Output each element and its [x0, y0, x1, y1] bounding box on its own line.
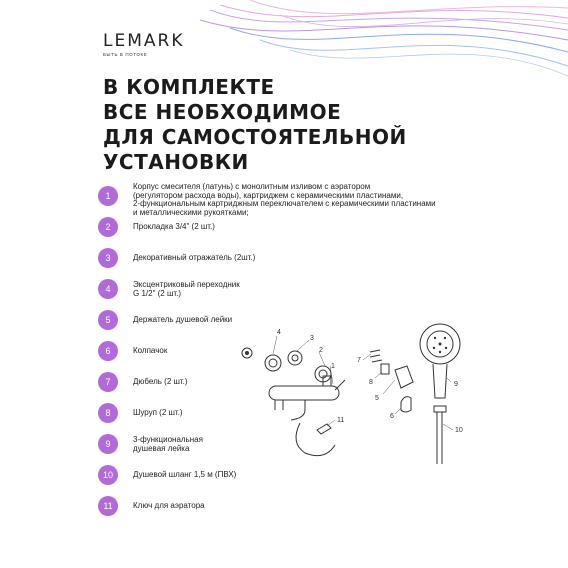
item-number-badge: 4: [98, 279, 118, 299]
item-text: Шуруп (2 шт.): [133, 408, 183, 417]
item-text: 2-функциональным картриджным переключателем с керамическими пластинами: [133, 199, 436, 208]
diagram-label: 6: [390, 413, 394, 420]
brand-logo: [103, 33, 184, 57]
item-text: Декоративный отражатель (2шт.): [133, 253, 256, 262]
item-number-badge: 5: [98, 310, 118, 330]
item-number-badge: 9: [98, 434, 118, 454]
item-text: Держатель душевой лейки: [133, 315, 233, 324]
item-number-badge: 1: [98, 186, 118, 206]
item-number-badge: 8: [98, 403, 118, 423]
item-text: душевая лейка: [133, 443, 190, 453]
item-text: Дюбель (2 шт.): [133, 377, 188, 386]
headline: [103, 75, 407, 175]
diagram-label: 5: [375, 395, 379, 402]
item-number-badge: 7: [98, 372, 118, 392]
item-text: и металлическими рукоятками;: [133, 207, 249, 217]
item-number-badge: 6: [98, 341, 118, 361]
list-item: [133, 254, 463, 263]
diagram-label: 1: [331, 363, 335, 370]
list-item: [133, 471, 463, 480]
components-diagram: [235, 318, 475, 468]
list-item: [133, 502, 463, 511]
list-item: [133, 281, 463, 298]
diagram-label: 2: [319, 347, 323, 354]
headline-line: ДЛЯ САМОСТОЯТЕЛЬНОЙ: [103, 125, 407, 149]
item-number-badge: 3: [98, 248, 118, 268]
logo-name: LEMARK: [103, 31, 185, 51]
item-text: Прокладка 3/4" (2 шт.): [133, 222, 215, 231]
decorative-waves: [170, 0, 568, 80]
item-text: (регулятором расхода воды), картриджем с керамическими пластинами,: [133, 190, 404, 200]
list-item: [133, 183, 463, 217]
headline-line: В КОМПЛЕКТЕ: [103, 75, 275, 99]
list-item: [133, 223, 463, 232]
item-number-badge: 2: [98, 217, 118, 237]
diagram-label: 11: [337, 417, 345, 424]
logo-tagline: БЫТЬ В ПОТОКЕ: [103, 52, 148, 57]
item-text: Корпус смесителя (латунь) с монолитным изливом с аэратором: [133, 182, 371, 191]
item-text: 3-функциональная: [133, 435, 203, 444]
item-text: Колпачок: [133, 346, 168, 355]
item-text: Душевой шланг 1,5 м (ПВХ): [133, 470, 237, 479]
diagram-label: 9: [454, 381, 458, 388]
headline-line: УСТАНОВКИ: [103, 150, 249, 174]
diagram-label: 4: [277, 329, 281, 336]
headline-line: ВСЕ НЕОБХОДИМОЕ: [103, 100, 342, 124]
diagram-label: 7: [357, 357, 361, 364]
item-text: Эксцентриковый переходник: [133, 280, 240, 289]
diagram-label: 10: [455, 427, 463, 434]
diagram-label: 8: [369, 379, 373, 386]
item-number-badge: 10: [98, 465, 118, 485]
item-text: G 1/2" (2 шт.): [133, 288, 182, 298]
item-number-badge: 11: [98, 496, 118, 516]
item-text: Ключ для аэратора: [133, 501, 205, 510]
diagram-label: 3: [310, 335, 314, 342]
